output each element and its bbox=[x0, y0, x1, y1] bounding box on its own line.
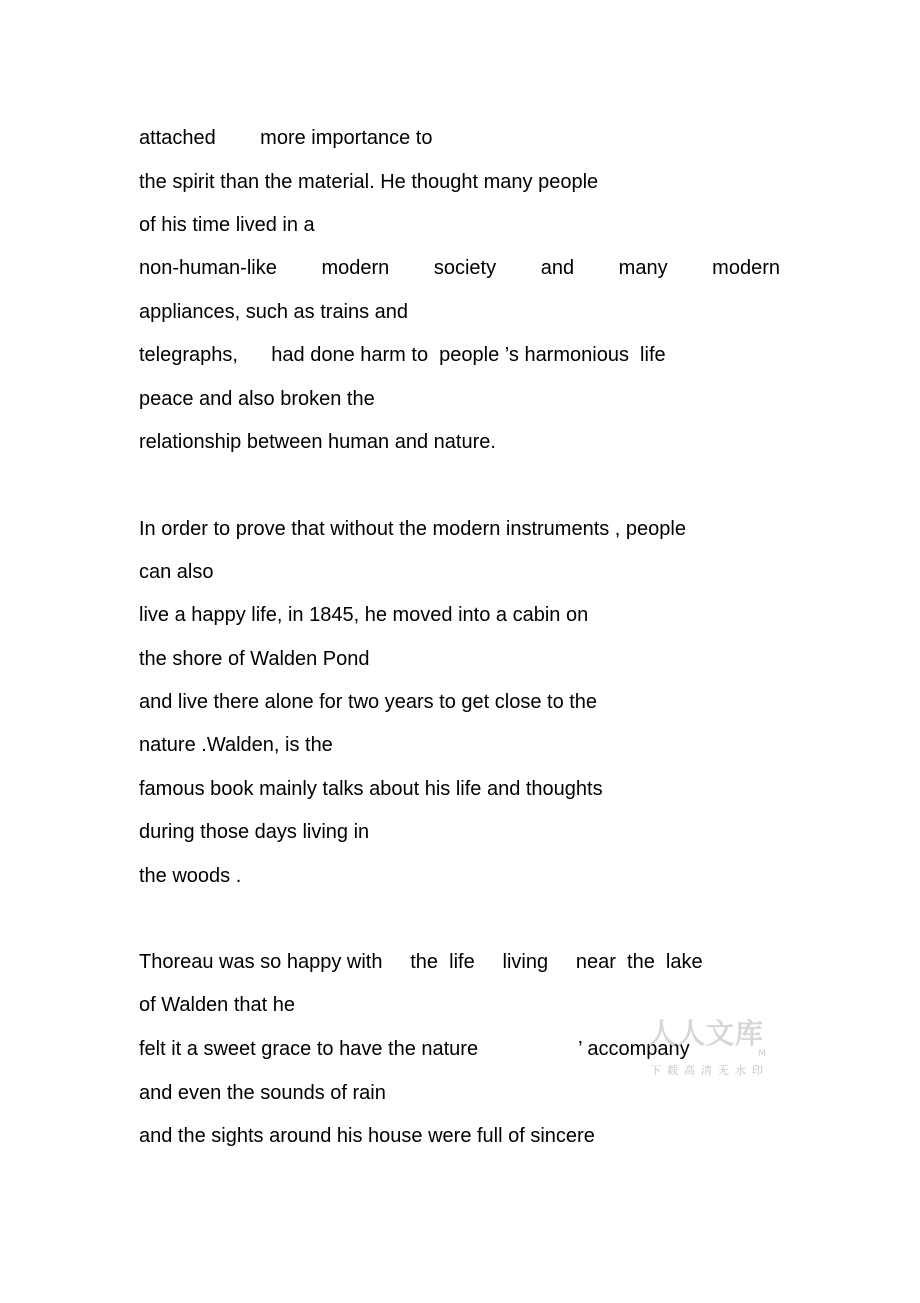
watermark-suffix: M bbox=[758, 1049, 766, 1059]
text-line: and even the sounds of rain bbox=[139, 1082, 386, 1104]
text-line: during those days living in bbox=[139, 821, 370, 843]
text-line: can also bbox=[139, 561, 214, 583]
text-line: Thoreau was so happy with the life living near the lake bbox=[139, 951, 703, 973]
text-word: modern bbox=[321, 257, 390, 279]
text-line: felt it a sweet grace to have the nature ’ accompany bbox=[139, 1038, 690, 1060]
text-word: many bbox=[618, 257, 668, 279]
text-line: famous book mainly talks about his life and thoughts bbox=[139, 778, 603, 800]
text-line: the shore of Walden Pond bbox=[139, 648, 370, 670]
text-line: relationship between human and nature. bbox=[139, 431, 496, 453]
text-line: of Walden that he bbox=[139, 994, 296, 1016]
text-word: non-human-like bbox=[139, 257, 277, 279]
text-line: In order to prove that without the modern instruments , people bbox=[139, 518, 686, 540]
text-line: live a happy life, in 1845, he moved into a cabin on bbox=[139, 604, 589, 626]
watermark-main-text: 人人文库 bbox=[648, 1017, 765, 1050]
text-line: nature .Walden, is the bbox=[139, 734, 333, 756]
text-line: telegraphs, had done harm to people ’s harmonious life bbox=[139, 344, 666, 366]
text-line: of his time lived in a bbox=[139, 214, 315, 236]
text-line-justified bbox=[139, 256, 780, 280]
text-line: and live there alone for two years to get close to the bbox=[139, 691, 598, 713]
watermark-sub-text: 下载高清无水印 bbox=[650, 1064, 769, 1077]
text-line: appliances, such as trains and bbox=[139, 301, 409, 323]
text-line: peace and also broken the bbox=[139, 388, 375, 410]
text-word: modern bbox=[712, 257, 780, 279]
text-word: and bbox=[540, 257, 575, 279]
text-line: attached more importance to bbox=[139, 127, 433, 149]
text-line: and the sights around his house were full of sincere bbox=[139, 1125, 595, 1147]
text-line: the spirit than the material. He thought many people bbox=[139, 171, 599, 193]
text-word: society bbox=[433, 257, 497, 279]
text-line: the woods . bbox=[139, 865, 242, 887]
